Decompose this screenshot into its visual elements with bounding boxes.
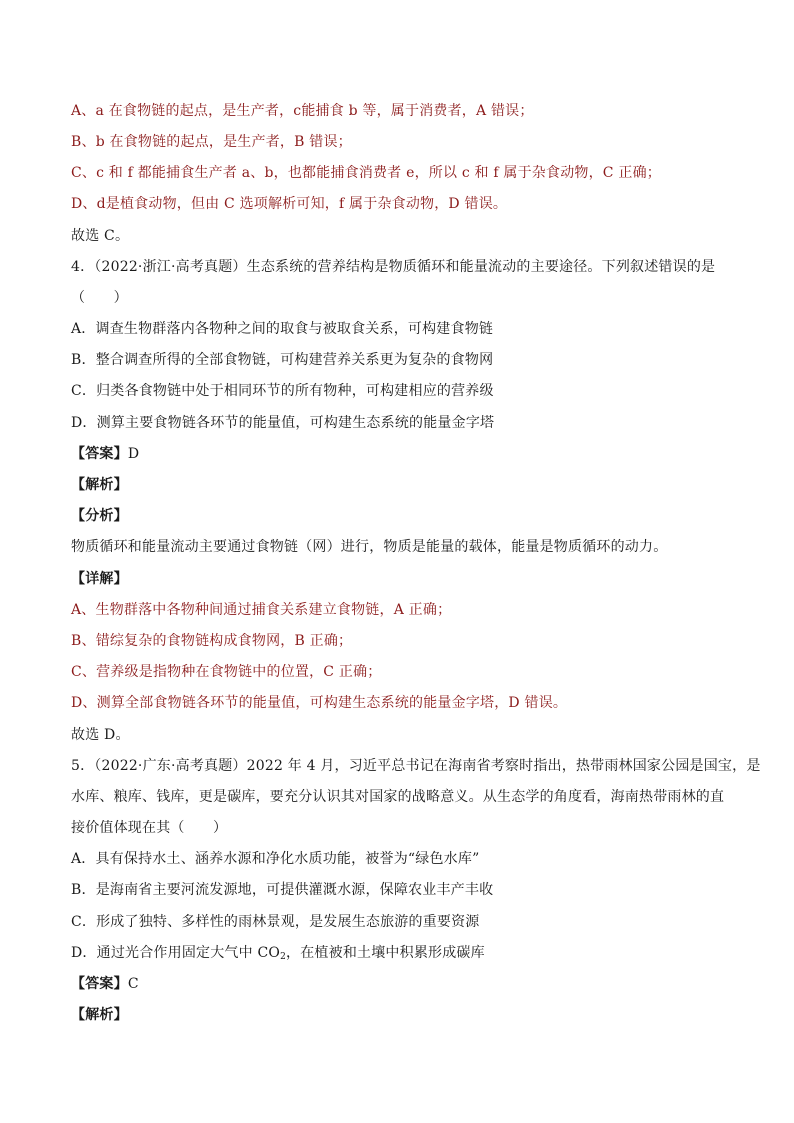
q5-option-a: A．具有保持水土、涵养水源和净化水质功能，被誉为“绿色水库” (71, 851, 480, 867)
q4-stem: 4．（2022·浙江·高考真题）生态系统的营养结构是物质循环和能量流动的主要途径。下列叙述错误的是 (71, 259, 716, 275)
q4-fenxi-label: 【分析】 (71, 508, 128, 524)
q4-answer (71, 444, 754, 464)
q4-detail-c: C、营养级是指物种在食物链中的位置，C 正确； (71, 664, 382, 680)
q5-stem-line-3: 接价值体现在其（ ） (71, 820, 228, 836)
q3-detail-c: C、c 和 f 都能捕食生产者 a、b，也都能捕食消费者 e，所以 c 和 f 属于杂食动物，C 正确； (71, 165, 661, 181)
q5-option-d (71, 943, 754, 963)
q4-option-b: B．整合调查所得的全部食物链，可构建营养关系更为复杂的食物网 (71, 352, 494, 368)
q4-detail-label: 【详解】 (71, 571, 128, 587)
q4-answer-value: D (127, 446, 140, 462)
q4-detail-d: D、测算全部食物链各环节的能量值，可构建生态系统的能量金字塔，D 错误。 (71, 695, 568, 711)
q4-answer-label: 【答案】 (71, 446, 128, 462)
q5-answer (71, 974, 754, 994)
q5-option-d-subscript: 2 (280, 952, 287, 962)
q5-option-d-text: D．通过光合作用固定大气中 CO (71, 945, 281, 961)
q5-option-d-rest: ，在植被和土壤中积累形成碳库 (286, 945, 485, 961)
q3-detail-d: D、d是植食动物，但由 C 选项解析可知，f 属于杂食动物，D 错误。 (71, 196, 508, 212)
q3-conclusion: 故选 C。 (71, 228, 130, 244)
q5-answer-value: C (127, 976, 139, 992)
q4-option-c: C．归类各食物链中处于相同环节的所有物种，可构建相应的营养级 (71, 383, 494, 399)
q5-stem-line-2: 水库、粮库、钱库，更是碳库，要充分认识其对国家的战略意义。从生态学的角度看，海南热带雨林的直 (71, 789, 725, 805)
q4-conclusion: 故选 D。 (71, 727, 130, 743)
q5-stem-line-1: 5．（2022·广东·高考真题）2022 年 4 月，习近平总书记在海南省考察时指出，热带雨林国家公园是国宝，是 (71, 758, 761, 774)
q4-fenxi-text: 物质循环和能量流动主要通过食物链（网）进行，物质是能量的载体，能量是物质循环的动力。 (71, 539, 668, 555)
q4-bracket: （ ） (71, 290, 128, 306)
q4-detail-b: B、错综复杂的食物链构成食物网，B 正确； (71, 633, 353, 649)
q5-option-b: B．是海南省主要河流发源地，可提供灌溉水源，保障农业丰产丰收 (71, 882, 494, 898)
q3-detail-a: A、a 在食物链的起点，是生产者，c能捕食 b 等，属于消费者，A 错误； (71, 103, 534, 119)
q5-analysis-label: 【解析】 (71, 1007, 128, 1023)
q4-option-d: D．测算主要食物链各环节的能量值，可构建生态系统的能量金字塔 (71, 415, 495, 431)
q4-detail-a: A、生物群落中各物种间通过捕食关系建立食物链，A 正确； (71, 602, 452, 618)
q3-detail-b: B、b 在食物链的起点，是生产者，B 错误； (71, 134, 352, 150)
q5-answer-label: 【答案】 (71, 976, 128, 992)
q4-analysis-label: 【解析】 (71, 477, 128, 493)
q4-option-a: A．调查生物群落内各物种之间的取食与被取食关系，可构建食物链 (71, 321, 494, 337)
q5-option-c: C．形成了独特、多样性的雨林景观，是发展生态旅游的重要资源 (71, 914, 480, 930)
